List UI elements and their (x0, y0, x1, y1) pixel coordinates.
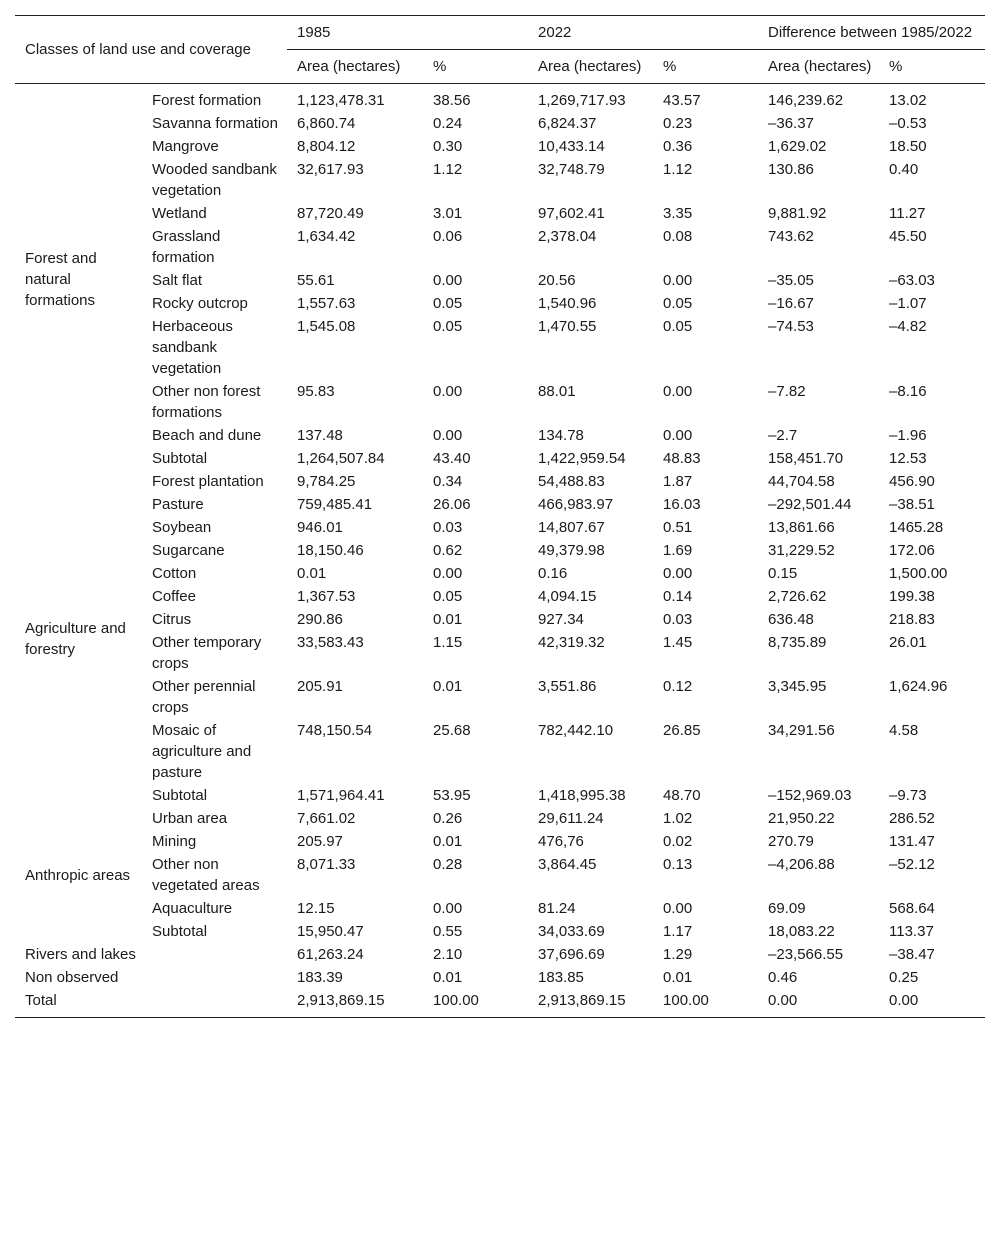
table-row (15, 315, 985, 380)
cell-area-1985: 12.15 (297, 900, 335, 917)
cell-pct-2022: 0.51 (663, 519, 693, 536)
cell-pct-2022: 0.14 (663, 588, 693, 605)
cell-pct-diff: 4.58 (889, 722, 919, 739)
table-row (15, 943, 985, 966)
cell-area-1985: 748,150.54 (297, 722, 373, 739)
cell-pct-diff: 13.02 (889, 92, 927, 109)
cell-area-2022: 1,269,717.93 (538, 92, 626, 109)
table-row (15, 675, 985, 719)
cell-pct-2022: 0.00 (663, 383, 693, 400)
class-label: Wooded sandbank vegetation (152, 161, 277, 199)
table-row (15, 292, 985, 315)
table-row (15, 989, 985, 1018)
cell-pct-diff: –0.53 (889, 115, 927, 132)
class-label: Subtotal (152, 450, 208, 467)
class-label: Wetland (152, 205, 207, 222)
cell-pct-1985: 0.00 (433, 565, 463, 582)
table-row (15, 853, 985, 897)
cell-pct-1985: 0.05 (433, 588, 463, 605)
cell-pct-2022: 43.57 (663, 92, 701, 109)
cell-pct-2022: 0.03 (663, 611, 693, 628)
cell-area-diff: 0.46 (768, 969, 798, 986)
cell-pct-2022: 0.02 (663, 833, 693, 850)
cell-pct-1985: 0.00 (433, 427, 463, 444)
class-label: Aquaculture (152, 900, 233, 917)
cell-pct-1985: 1.15 (433, 634, 463, 651)
cell-area-2022: 97,602.41 (538, 205, 605, 222)
table-body (15, 84, 985, 1018)
cell-area-diff: 3,345.95 (768, 678, 827, 695)
cell-area-2022: 3,551.86 (538, 678, 597, 695)
cell-pct-diff: –1.96 (889, 427, 927, 444)
cell-area-diff: 31,229.52 (768, 542, 835, 559)
table-row (15, 158, 985, 202)
cell-area-1985: 33,583.43 (297, 634, 364, 651)
cell-area-2022: 81.24 (538, 900, 576, 917)
table-row (15, 562, 985, 585)
cell-area-1985: 183.39 (297, 969, 343, 986)
land-use-table (15, 15, 985, 1018)
cell-pct-1985: 43.40 (433, 450, 471, 467)
cell-area-diff: 18,083.22 (768, 923, 835, 940)
cell-area-2022: 1,418,995.38 (538, 787, 626, 804)
cell-area-2022: 1,470.55 (538, 318, 597, 335)
cell-area-1985: 1,367.53 (297, 588, 356, 605)
cell-area-1985: 759,485.41 (297, 496, 373, 513)
cell-area-2022: 782,442.10 (538, 722, 614, 739)
cell-area-1985: 1,634.42 (297, 228, 356, 245)
cell-pct-diff: 1,624.96 (889, 678, 948, 695)
cell-area-1985: 1,264,507.84 (297, 450, 385, 467)
table-row (15, 719, 985, 784)
table-row (15, 966, 985, 989)
cell-pct-1985: 1.12 (433, 161, 463, 178)
cell-pct-2022: 3.35 (663, 205, 693, 222)
table-row (15, 269, 985, 292)
cell-area-diff: –152,969.03 (768, 787, 852, 804)
group-label: Agriculture and forestry (25, 619, 126, 658)
cell-pct-1985: 0.05 (433, 295, 463, 312)
cell-pct-2022: 0.36 (663, 138, 693, 155)
cell-area-diff: 130.86 (768, 161, 814, 178)
table-row (15, 493, 985, 516)
cell-area-diff: –35.05 (768, 272, 814, 289)
cell-area-1985: 7,661.02 (297, 810, 356, 827)
cell-area-2022: 927.34 (538, 611, 584, 628)
class-label: Savanna formation (152, 115, 278, 132)
table-row (15, 112, 985, 135)
table-row (15, 424, 985, 447)
class-label: Other non forest formations (152, 383, 261, 421)
cell-area-1985: 1,545.08 (297, 318, 356, 335)
cell-pct-diff: 218.83 (889, 611, 935, 628)
cell-area-2022: 42,319.32 (538, 634, 605, 651)
cell-area-2022: 466,983.97 (538, 496, 614, 513)
class-label: Pasture (152, 496, 204, 513)
cell-area-1985: 946.01 (297, 519, 343, 536)
cell-area-diff: 270.79 (768, 833, 814, 850)
cell-area-1985: 95.83 (297, 383, 335, 400)
cell-area-2022: 476,76 (538, 833, 584, 850)
cell-pct-1985: 0.00 (433, 272, 463, 289)
cell-pct-1985: 0.34 (433, 473, 463, 490)
cell-pct-diff: 199.38 (889, 588, 935, 605)
cell-pct-1985: 0.26 (433, 810, 463, 827)
cell-area-2022: 1,540.96 (538, 295, 597, 312)
cell-pct-1985: 0.30 (433, 138, 463, 155)
cell-pct-2022: 0.00 (663, 900, 693, 917)
cell-area-diff: 0.15 (768, 565, 798, 582)
cell-pct-2022: 1.17 (663, 923, 693, 940)
cell-area-2022: 183.85 (538, 969, 584, 986)
cell-area-2022: 54,488.83 (538, 473, 605, 490)
table-row (15, 585, 985, 608)
cell-area-diff: 44,704.58 (768, 473, 835, 490)
cell-pct-diff: 113.37 (889, 923, 934, 940)
cell-pct-diff: –1.07 (889, 295, 927, 312)
cell-area-1985: 9,784.25 (297, 473, 356, 490)
cell-area-1985: 55.61 (297, 272, 335, 289)
cell-area-1985: 6,860.74 (297, 115, 356, 132)
cell-area-1985: 1,557.63 (297, 295, 356, 312)
cell-pct-diff: 568.64 (889, 900, 935, 917)
cell-pct-1985: 0.01 (433, 611, 463, 628)
cell-area-1985: 1,123,478.31 (297, 92, 385, 109)
difference-header: Difference between 1985/2022 (746, 16, 985, 50)
cell-pct-2022: 1.45 (663, 634, 693, 651)
class-label: Rivers and lakes (25, 946, 136, 963)
class-label: Non observed (25, 969, 119, 986)
cell-pct-diff: –52.12 (889, 856, 935, 873)
table-row (15, 539, 985, 562)
cell-area-diff: 636.48 (768, 611, 814, 628)
cell-area-diff: 69.09 (768, 900, 806, 917)
cell-pct-1985: 0.24 (433, 115, 463, 132)
cell-pct-1985: 0.00 (433, 383, 463, 400)
cell-area-diff: 1,629.02 (768, 138, 827, 155)
cell-area-2022: 20.56 (538, 272, 576, 289)
year-1985-header: 1985 (287, 16, 516, 50)
cell-pct-1985: 0.28 (433, 856, 463, 873)
cell-area-1985: 61,263.24 (297, 946, 364, 963)
table-row (15, 470, 985, 493)
pct-header-2022: % (653, 50, 746, 84)
classes-header: Classes of land use and coverage (15, 16, 287, 84)
table-row (15, 225, 985, 269)
cell-pct-1985: 100.00 (423, 989, 516, 1018)
cell-pct-2022: 26.85 (663, 722, 701, 739)
cell-pct-1985: 0.06 (433, 228, 463, 245)
cell-pct-2022: 1.12 (663, 161, 693, 178)
cell-area-2022: 14,807.67 (538, 519, 605, 536)
cell-pct-diff: 45.50 (889, 228, 927, 245)
cell-pct-diff: –9.73 (889, 787, 927, 804)
table-row (15, 631, 985, 675)
cell-area-diff: –23,566.55 (768, 946, 844, 963)
cell-pct-2022: 0.05 (663, 295, 693, 312)
cell-pct-2022: 1.69 (663, 542, 693, 559)
class-label: Beach and dune (152, 427, 262, 444)
cell-pct-1985: 3.01 (433, 205, 463, 222)
cell-pct-1985: 0.62 (433, 542, 463, 559)
class-label: Total (15, 989, 287, 1018)
area-header-1985: Area (hectares) (287, 50, 423, 84)
cell-area-1985: 32,617.93 (297, 161, 364, 178)
table-row (15, 84, 985, 113)
class-label: Subtotal (152, 787, 208, 804)
cell-area-diff: –7.82 (768, 383, 806, 400)
class-label: Urban area (152, 810, 228, 827)
cell-area-1985: 8,804.12 (297, 138, 356, 155)
cell-pct-2022: 48.83 (663, 450, 701, 467)
cell-area-2022: 6,824.37 (538, 115, 597, 132)
cell-pct-2022: 0.23 (663, 115, 693, 132)
cell-area-diff: –36.37 (768, 115, 814, 132)
table-row (15, 920, 985, 943)
table-row (15, 807, 985, 830)
cell-area-2022: 3,864.45 (538, 856, 597, 873)
cell-area-diff: –2.7 (768, 427, 798, 444)
cell-pct-2022: 16.03 (663, 496, 701, 513)
year-2022-header: 2022 (516, 16, 746, 50)
class-label: Mosaic of agriculture and pasture (152, 722, 252, 781)
class-label: Citrus (152, 611, 192, 628)
cell-pct-2022: 0.00 (663, 272, 693, 289)
cell-area-1985: 290.86 (297, 611, 343, 628)
cell-pct-diff: –63.03 (889, 272, 935, 289)
pct-header-diff: % (879, 50, 985, 84)
cell-area-diff: 9,881.92 (768, 205, 827, 222)
class-label: Forest formation (152, 92, 262, 109)
class-label: Other non vegetated areas (152, 856, 260, 894)
class-label: Grassland formation (152, 228, 221, 266)
cell-area-2022: 134.78 (538, 427, 584, 444)
class-label: Mangrove (152, 138, 219, 155)
cell-area-1985: 1,571,964.41 (297, 787, 385, 804)
cell-area-2022: 88.01 (538, 383, 576, 400)
cell-area-1985: 8,071.33 (297, 856, 356, 873)
cell-pct-1985: 0.00 (433, 900, 463, 917)
cell-pct-diff: –8.16 (889, 383, 927, 400)
cell-area-1985: 18,150.46 (297, 542, 364, 559)
cell-area-2022: 29,611.24 (538, 810, 604, 827)
cell-pct-diff: 172.06 (889, 542, 935, 559)
cell-pct-diff: 0.25 (889, 969, 919, 986)
class-label: Sugarcane (152, 542, 225, 559)
cell-pct-1985: 26.06 (433, 496, 471, 513)
class-label: Coffee (152, 588, 196, 605)
area-header-2022: Area (hectares) (516, 50, 653, 84)
class-label: Cotton (152, 565, 197, 582)
cell-area-2022: 37,696.69 (538, 946, 605, 963)
cell-area-2022: 10,433.14 (538, 138, 605, 155)
cell-pct-diff: 0.40 (889, 161, 919, 178)
cell-pct-diff: 12.53 (889, 450, 927, 467)
cell-area-2022: 2,913,869.15 (516, 989, 653, 1018)
cell-area-1985: 205.97 (297, 833, 343, 850)
cell-pct-2022: 48.70 (663, 787, 701, 804)
table-row (15, 608, 985, 631)
cell-pct-diff: 18.50 (889, 138, 927, 155)
cell-pct-1985: 0.05 (433, 318, 463, 335)
cell-area-diff: 8,735.89 (768, 634, 827, 651)
class-label: Rocky outcrop (152, 295, 248, 312)
cell-pct-diff: 286.52 (889, 810, 935, 827)
cell-area-diff: –16.67 (768, 295, 814, 312)
class-label: Forest plantation (152, 473, 264, 490)
cell-area-diff: 21,950.22 (768, 810, 835, 827)
cell-area-diff: 34,291.56 (768, 722, 835, 739)
cell-area-diff: 146,239.62 (768, 92, 844, 109)
cell-pct-2022: 1.29 (663, 946, 693, 963)
cell-area-diff: –74.53 (768, 318, 814, 335)
cell-area-diff: 0.00 (746, 989, 879, 1018)
cell-pct-2022: 0.00 (663, 565, 693, 582)
cell-pct-1985: 0.55 (433, 923, 463, 940)
cell-area-2022: 4,094.15 (538, 588, 597, 605)
cell-area-1985: 15,950.47 (297, 923, 364, 940)
cell-area-diff: –292,501.44 (768, 496, 852, 513)
cell-pct-1985: 0.01 (433, 678, 463, 695)
pct-header-1985: % (423, 50, 516, 84)
cell-pct-1985: 53.95 (433, 787, 471, 804)
cell-area-diff: 743.62 (768, 228, 814, 245)
cell-pct-diff: –38.51 (889, 496, 935, 513)
cell-area-diff: 2,726.62 (768, 588, 827, 605)
cell-pct-1985: 38.56 (433, 92, 471, 109)
class-label: Subtotal (152, 923, 208, 940)
class-label: Other perennial crops (152, 678, 256, 716)
cell-pct-diff: 1465.28 (889, 519, 944, 536)
table-row (15, 897, 985, 920)
cell-area-2022: 32,748.79 (538, 161, 605, 178)
cell-area-diff: 158,451.70 (768, 450, 844, 467)
cell-pct-diff: –38.47 (889, 946, 935, 963)
cell-pct-1985: 0.01 (433, 969, 463, 986)
cell-area-2022: 2,378.04 (538, 228, 597, 245)
cell-pct-diff: 0.00 (879, 989, 985, 1018)
group-label: Anthropic areas (25, 866, 131, 884)
cell-pct-2022: 0.00 (663, 427, 693, 444)
table-row (15, 135, 985, 158)
cell-area-1985: 2,913,869.15 (287, 989, 423, 1018)
cell-pct-diff: 26.01 (889, 634, 927, 651)
cell-pct-diff: 1,500.00 (889, 565, 948, 582)
cell-pct-2022: 0.01 (663, 969, 693, 986)
class-label: Soybean (152, 519, 212, 536)
cell-pct-2022: 0.12 (663, 678, 693, 695)
header-row-years (15, 16, 985, 50)
table-row (15, 380, 985, 424)
cell-area-2022: 34,033.69 (538, 923, 605, 940)
cell-area-diff: –4,206.88 (768, 856, 835, 873)
cell-area-1985: 137.48 (297, 427, 343, 444)
cell-area-1985: 87,720.49 (297, 205, 364, 222)
area-header-diff: Area (hectares) (746, 50, 879, 84)
table-row (15, 202, 985, 225)
cell-pct-2022: 0.08 (663, 228, 693, 245)
class-label: Mining (152, 833, 197, 850)
group-label: Forest and natural formations (25, 250, 97, 309)
cell-area-diff: 13,861.66 (768, 519, 835, 536)
table-row (15, 447, 985, 470)
cell-area-1985: 205.91 (297, 678, 343, 695)
class-label: Other temporary crops (152, 634, 262, 672)
cell-pct-diff: –4.82 (889, 318, 927, 335)
cell-pct-2022: 1.02 (663, 810, 693, 827)
cell-pct-2022: 1.87 (663, 473, 693, 490)
table-row (15, 516, 985, 539)
table-row (15, 784, 985, 807)
cell-pct-1985: 0.03 (433, 519, 463, 536)
cell-pct-2022: 0.05 (663, 318, 693, 335)
cell-pct-diff: 131.47 (889, 833, 935, 850)
cell-area-1985: 0.01 (297, 565, 327, 582)
class-label: Herbaceous sandbank vegetation (152, 318, 233, 377)
cell-area-2022: 0.16 (538, 565, 568, 582)
table-row (15, 830, 985, 853)
cell-pct-1985: 2.10 (433, 946, 463, 963)
cell-pct-1985: 0.01 (433, 833, 463, 850)
cell-pct-2022: 0.13 (663, 856, 693, 873)
class-label: Salt flat (152, 272, 203, 289)
cell-pct-diff: 11.27 (889, 205, 926, 222)
cell-area-2022: 1,422,959.54 (538, 450, 626, 467)
cell-pct-1985: 25.68 (433, 722, 471, 739)
cell-pct-diff: 456.90 (889, 473, 935, 490)
cell-area-2022: 49,379.98 (538, 542, 605, 559)
cell-pct-2022: 100.00 (653, 989, 746, 1018)
